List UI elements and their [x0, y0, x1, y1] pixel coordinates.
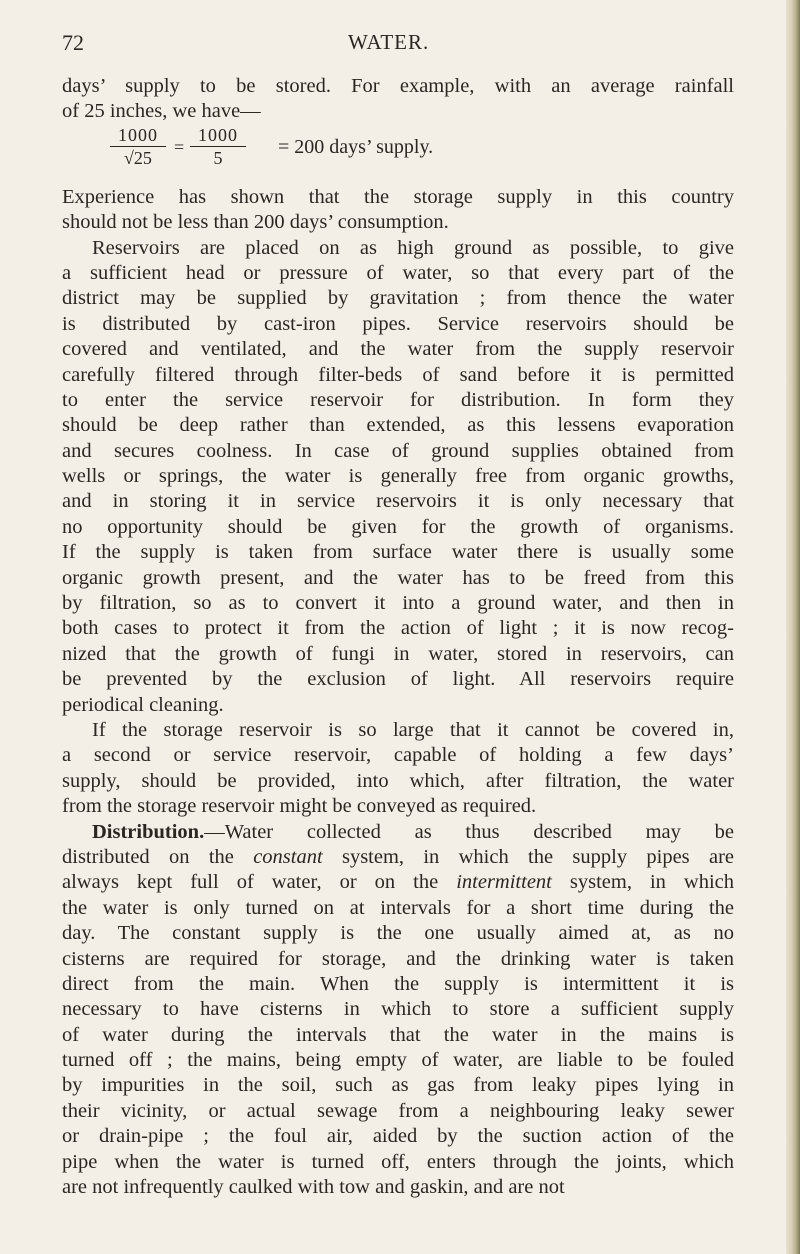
text-line: cisterns are required for storage, and the drinking water is taken — [62, 947, 734, 970]
text-line: Distribution.—Water collected as thus described may be — [92, 820, 734, 843]
denominator-1: √25 — [124, 147, 152, 168]
text-line: Experience has shown that the storage supply in this country — [62, 185, 734, 208]
text-line: by filtration, so as to convert it into a ground water, and then in — [62, 592, 734, 615]
text-line: a second or service reservoir, capable of holding a few days’ — [62, 744, 734, 767]
fraction-2 — [188, 125, 248, 168]
text-line: both cases to protect it from the action of light ; it is now recog- — [62, 617, 734, 640]
text-line: is distributed by cast-iron pipes. Service reservoirs should be — [62, 312, 734, 335]
text-line: should not be less than 200 days’ consumption. — [62, 211, 449, 234]
text-line: their vicinity, or actual sewage from a neighbouring leaky sewer — [62, 1099, 734, 1122]
text-line: direct from the main. When the supply is intermittent it is — [62, 972, 734, 995]
term-intermittent: intermittent — [456, 871, 552, 894]
running-head: WATER. — [348, 30, 430, 54]
text-line: of water during the intervals that the water in the mains is — [62, 1023, 734, 1046]
text-line: are not infrequently caulked with tow and gaskin, and are not — [62, 1176, 565, 1199]
text-line: supply, should be provided, into which, after filtration, the water — [62, 769, 734, 792]
denominator-2: 5 — [213, 147, 223, 168]
fraction-1 — [108, 125, 168, 168]
text-line: a sufficient head or pressure of water, so that every part of the — [62, 261, 734, 284]
page-number: 72 — [62, 30, 84, 55]
text-line: to enter the service reservoir for distribution. In form they — [62, 388, 734, 411]
text-line: no opportunity should be given for the growth of organisms. — [62, 515, 734, 538]
text-line: pipe when the water is turned off, enters through the joints, which — [62, 1150, 734, 1173]
text-line: or drain-pipe ; the foul air, aided by the suction action of the — [62, 1125, 734, 1148]
term-constant: constant — [253, 845, 323, 868]
text-line: and in storing it in service reservoirs it is only necessary that — [62, 490, 734, 513]
text-line: always kept full of water, or on the intermittent system, in which — [62, 871, 734, 894]
text-line: If the storage reservoir is so large that it cannot be covered in, — [92, 718, 734, 741]
formula — [108, 125, 734, 185]
text-line: be prevented by the exclusion of light. All reservoirs require — [62, 668, 734, 691]
numerator-2: 1000 — [198, 124, 238, 145]
text-line: distributed on the constant system, in which the supply pipes are — [62, 845, 734, 868]
text-line: turned off ; the mains, being empty of water, are liable to be fouled — [62, 1049, 734, 1072]
equals-sign: = — [174, 136, 185, 157]
text-line: from the storage reservoir might be conveyed as required. — [62, 795, 537, 818]
text-line: should be deep rather than extended, as this lessens evaporation — [62, 414, 734, 437]
fraction-bar — [190, 146, 246, 147]
text-line: district may be supplied by gravitation ; from thence the water — [62, 287, 734, 310]
text-line: covered and ventilated, and the water from the supply reservoir — [62, 338, 734, 361]
page-header — [62, 30, 732, 56]
text-line: periodical cleaning. — [62, 693, 224, 716]
text-line: day. The constant supply is the one usually aimed at, as no — [62, 922, 734, 945]
text-line: wells or springs, the water is generally free from organic growths, — [62, 465, 734, 488]
text-line: carefully filtered through filter-beds of sand before it is permitted — [62, 363, 734, 386]
text-line: and secures coolness. In case of ground supplies obtained from — [62, 439, 734, 462]
text-line: If the supply is taken from surface water there is usually some — [62, 541, 734, 564]
text-line: by impurities in the soil, such as gas from leaky pipes lying in — [62, 1074, 734, 1097]
text-line: Reservoirs are placed on as high ground as possible, to give — [92, 236, 734, 259]
text-line: of 25 inches, we have— — [62, 100, 261, 123]
section-heading-distribution: Distribution. — [92, 820, 205, 843]
text-line: organic growth present, and the water has to be freed from this — [62, 566, 734, 589]
body-text — [62, 74, 734, 1200]
page-edge — [786, 0, 800, 1254]
formula-result: = 200 days’ supply. — [278, 135, 434, 158]
text-line: days’ supply to be stored. For example, with an average rainfall — [62, 75, 734, 97]
text-line: necessary to have cisterns in which to store a sufficient supply — [62, 998, 734, 1021]
text-line: the water is only turned on at intervals for a short time during the — [62, 896, 734, 919]
numerator-1: 1000 — [118, 124, 158, 145]
fraction-bar — [110, 146, 166, 147]
text-line: nized that the growth of fungi in water, stored in reservoirs, can — [62, 642, 734, 665]
